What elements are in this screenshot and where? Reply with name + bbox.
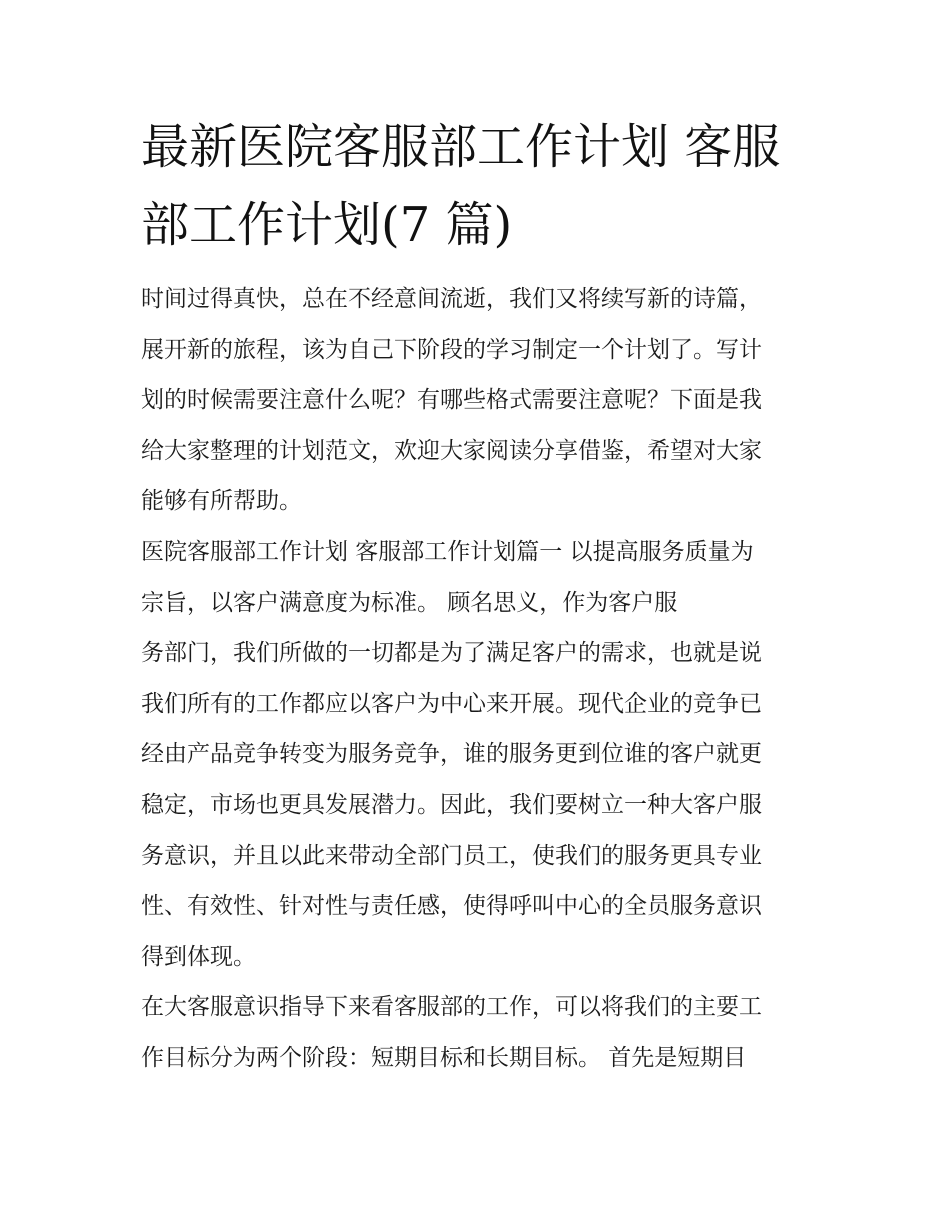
title-line: 最新医院客服部工作计划 客服: [141, 119, 781, 175]
body-line: 宗旨，以客户满意度为标准。 顾名思义，作为客户服: [141, 589, 678, 616]
body-line: 作目标分为两个阶段：短期目标和长期目标。 首先是短期目: [141, 1044, 747, 1071]
body-line: 展开新的旅程，该为自己下阶段的学习制定一个计划了。写计: [141, 336, 762, 363]
body-line: 务部门，我们所做的一切都是为了满足客户的需求，也就是说: [141, 640, 762, 667]
body-line: 给大家整理的计划范文，欢迎大家阅读分享借鉴，希望对大家: [141, 437, 762, 464]
body-line: 务意识，并且以此来带动全部门员工，使我们的服务更具专业: [141, 842, 762, 869]
title-line: 部工作计划(7 篇): [141, 197, 513, 253]
body-line: 能够有所帮助。: [141, 488, 302, 515]
document-title: [141, 108, 821, 264]
body-line: 时间过得真快，总在不经意间流逝，我们又将续写新的诗篇，: [141, 286, 762, 312]
document-body: [141, 274, 821, 1084]
body-line: 医院客服部工作计划 客服部工作计划篇一 以提高服务质量为: [141, 538, 754, 565]
body-line: 稳定，市场也更具发展潜力。因此，我们要树立一种大客户服: [141, 791, 762, 818]
body-line: 在大客服意识指导下来看客服部的工作，可以将我们的主要工: [141, 994, 762, 1021]
body-line: 性、有效性、针对性与责任感，使得呼叫中心的全员服务意识: [141, 893, 762, 920]
body-line: 得到体现。: [141, 943, 256, 970]
body-line: 经由产品竞争转变为服务竞争，谁的服务更到位谁的客户就更: [141, 741, 762, 768]
body-line: 我们所有的工作都应以客户为中心来开展。现代企业的竞争已: [141, 690, 762, 717]
body-line: 划的时候需要注意什么呢？有哪些格式需要注意呢？下面是我: [141, 387, 762, 414]
